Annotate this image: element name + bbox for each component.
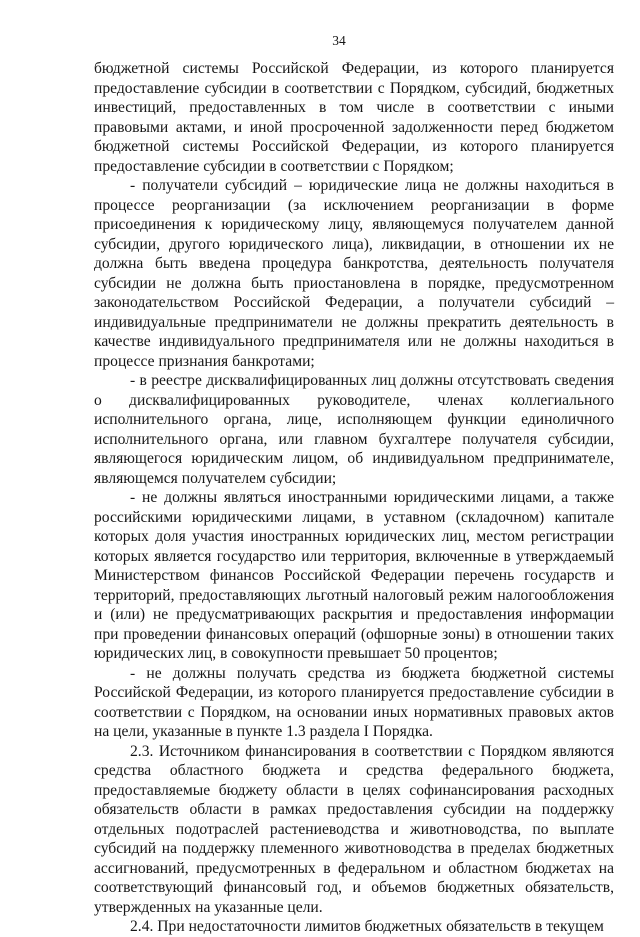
paragraph-foreign-entities: - не должны являться иностранными юридическими лицами, а также российскими юридическими лицами, в уставном (складочном) капитале которых доля участия иностранных юридических лиц, местом регистрации которых является государство или территория, включенные в утверждаемый Министерством финансов Российской Федерации перечень государств и территорий, предоставляющих льготный налоговый режим налогообложения и (или) не предусматривающих раскрытия и предоставления информации при проведении финансовых операций (офшорные зоны) в отношении таких юридических лиц, в совокупности превышает 50 процентов; <box>94 489 614 662</box>
paragraph-continuation: бюджетной системы Российской Федерации, из которого планируется предоставление субсидии в соответствии с Порядком, субсидий, бюджетных инвестиций, предоставленных в том числе в соответствии с иными правовыми актами, и иной просроченной задолженности перед бюджетом бюджетной системы Российской Федерации, из которого планируется предоставление субсидии в соответствии с Порядком; <box>94 60 614 175</box>
paragraph-reorganization: - получатели субсидий – юридические лица не должны находиться в процессе реорганизации (за исключением реорганизации в форме присоединения к юридическому лицу, являющемуся получателем данной субсидии, другого юридического лица), ликвидации, в отношении их не должна быть введена процедура банкротства, деятельность получателя субсидии не должна быть приостановлена в порядке, предусмотренном законодательством Российской Федерации, а получатели субсидий – индивидуальные предприниматели не должны прекратить деятельность в качестве индивидуального предпринимателя или не должны находиться в процессе признания банкротами; <box>94 177 614 370</box>
paragraph-2-3-funding-source: 2.3. Источником финансирования в соответствии с Порядком являются средства областного бюджета и средства федерального бюджета, предоставляемые бюджету области в целях софинансирования расходных обязательств области в рамках предоставления субсидии на поддержку отдельных подотраслей растениеводства и животноводства, по выплате субсидий на поддержку племенного животноводства в пределах бюджетных ассигнований, предусмотренных в федеральном и областном бюджетах на соответствующий финансовый год, и объемов бюджетных обязательств, утвержденных на указанные цели. <box>94 742 614 916</box>
paragraph-disqualified-registry: - в реестре дисквалифицированных лиц должны отсутствовать сведения о дисквалифицированных руководителе, членах коллегиального исполнительного органа, лице, исполняющем функции единоличного исполнительного органа, или главном бухгалтере получателя субсидии, являющегося юридическим лицом, об индивидуальном предпринимателе, являющемся получателем субсидии; <box>94 372 614 487</box>
document-body <box>94 59 614 937</box>
page-number: 34 <box>332 33 346 48</box>
paragraph-other-funds: - не должны получать средства из бюджета бюджетной системы Российской Федерации, из которого планируется предоставление субсидии в соответствии с Порядком, на основании иных нормативных правовых актов на цели, указанные в пункте 1.3 раздела I Порядка. <box>94 664 614 740</box>
paragraph-2-4-insufficient-limits: 2.4. При недостаточности лимитов бюджетных обязательств в текущем <box>130 918 604 935</box>
